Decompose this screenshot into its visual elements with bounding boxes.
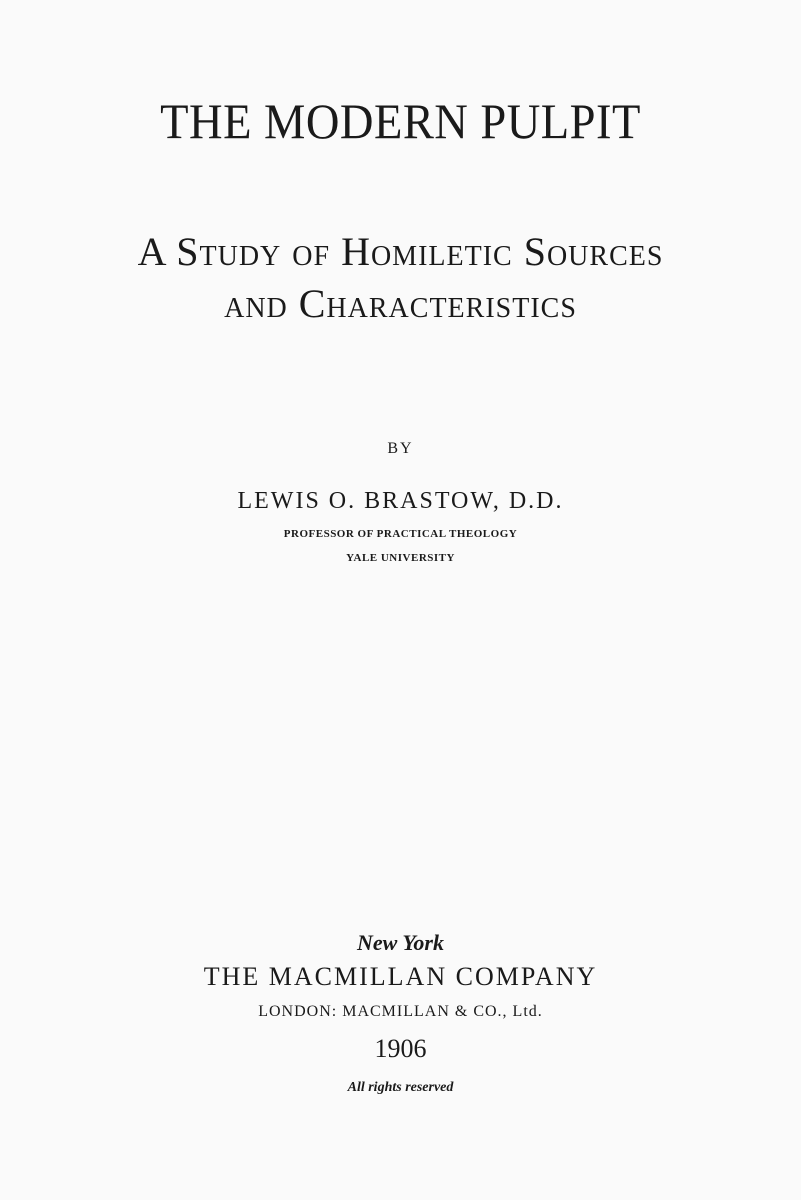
author-role: PROFESSOR OF PRACTICAL THEOLOGY [283,528,518,540]
book-title: THE MODERN PULPIT [160,93,641,149]
book-subtitle-line1: A Study of Homiletic Sources [137,229,664,274]
book-subtitle-line2: and Characteristics [224,281,577,326]
publication-place: New York [357,930,444,955]
publisher-name: THE MACMILLAN COMPANY [203,962,598,991]
publisher-london: LONDON: MACMILLAN & CO., Ltd. [258,1003,543,1020]
by-line: BY [387,440,414,457]
rights-notice: All rights reserved [347,1080,454,1095]
author-name: LEWIS O. BRASTOW, D.D. [237,488,564,514]
publication-year: 1906 [374,1034,427,1063]
author-affiliation: YALE UNIVERSITY [346,552,455,564]
